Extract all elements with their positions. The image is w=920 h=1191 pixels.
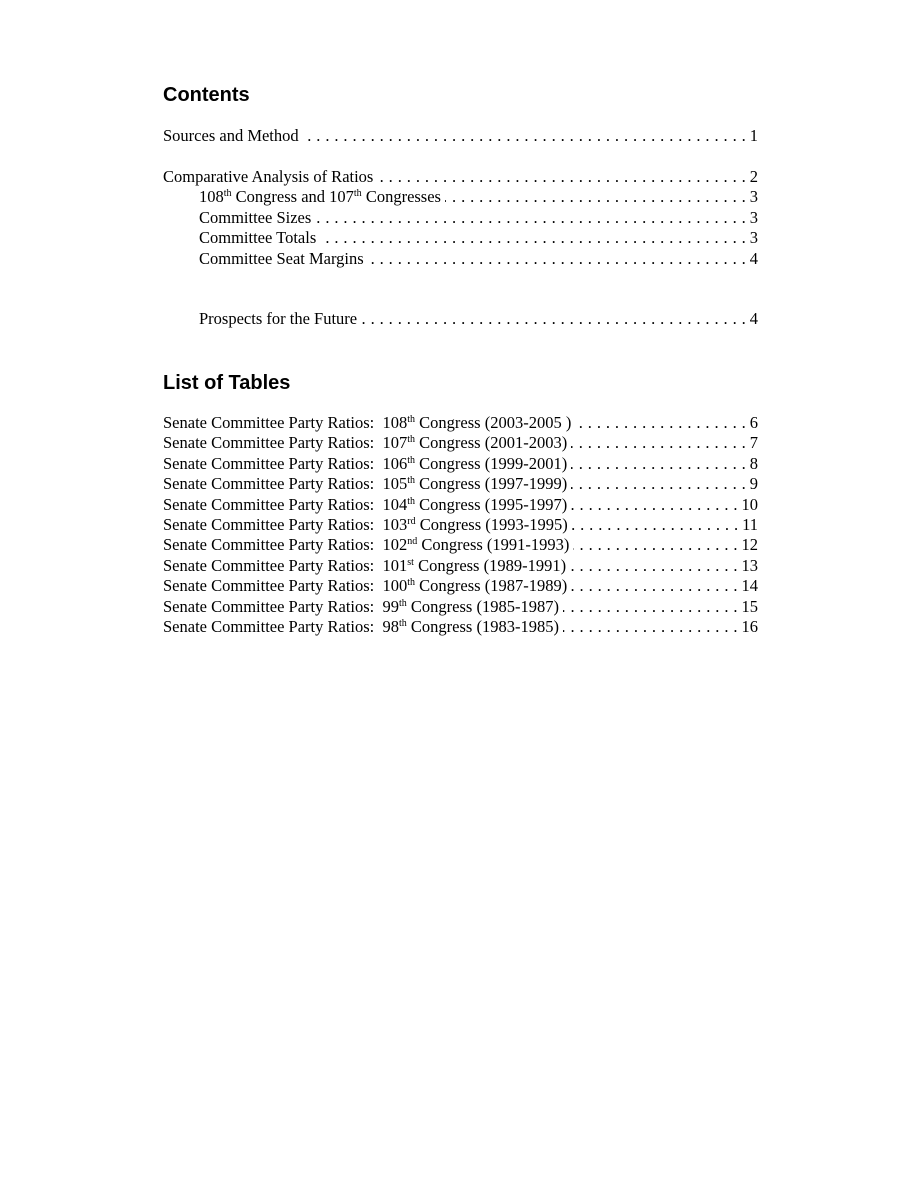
toc-entry-page: 3	[749, 228, 758, 248]
table-entry-label: Senate Committee Party Ratios: 99th Congress (1985-1987)	[163, 596, 559, 616]
contents-list-future	[163, 309, 758, 329]
toc-entry-page: 2	[749, 167, 758, 186]
table-entry-label: Senate Committee Party Ratios: 103rd Congress (1993-1995)	[163, 514, 568, 534]
dot-leader	[571, 495, 737, 515]
dot-leader	[315, 208, 745, 228]
table-entry-label: Senate Committee Party Ratios: 104th Congress (1995-1997)	[163, 494, 568, 514]
toc-entry-committee-totals[interactable]	[163, 228, 758, 248]
table-entry-page: 16	[741, 616, 758, 636]
dot-leader	[377, 167, 745, 187]
dot-leader	[575, 413, 745, 433]
table-list-item[interactable]	[163, 556, 758, 576]
toc-entry-sources-and-method[interactable]	[163, 126, 758, 146]
dot-leader	[563, 617, 738, 637]
dot-leader	[445, 187, 746, 207]
table-entry-page: 14	[741, 576, 758, 596]
list-of-tables	[163, 413, 758, 637]
dot-leader	[368, 249, 746, 269]
dot-leader	[571, 454, 746, 474]
table-list-item[interactable]	[163, 495, 758, 515]
table-entry-page: 15	[741, 596, 758, 616]
toc-entry-comparative-analysis[interactable]	[163, 167, 758, 187]
dot-leader	[303, 126, 746, 146]
dot-leader	[563, 597, 738, 617]
table-entry-page: 13	[741, 555, 758, 575]
table-entry-label: Senate Committee Party Ratios: 105th Congress (1997-1999)	[163, 474, 568, 494]
table-entry-label: Senate Committee Party Ratios: 106th Congress (1999-2001)	[163, 453, 568, 473]
table-list-item[interactable]	[163, 413, 758, 433]
toc-entry-label: Sources and Method	[163, 126, 299, 145]
toc-entry-label: Committee Totals	[199, 228, 317, 248]
toc-entry-page: 3	[749, 207, 758, 227]
table-list-item[interactable]	[163, 454, 758, 474]
table-entry-page: 8	[749, 453, 758, 473]
dot-leader	[571, 433, 746, 453]
toc-entry-label: Prospects for the Future	[199, 309, 358, 328]
table-entry-page: 6	[749, 413, 758, 432]
table-entry-page: 9	[749, 474, 758, 494]
dot-leader	[573, 535, 737, 555]
toc-entry-label: Comparative Analysis of Ratios	[163, 167, 374, 186]
table-entry-page: 11	[742, 514, 758, 534]
dot-leader	[571, 474, 746, 494]
toc-entry-page: 4	[749, 248, 758, 268]
toc-entry-page: 1	[749, 126, 758, 145]
table-list-item[interactable]	[163, 597, 758, 617]
table-entry-page: 12	[741, 535, 758, 555]
dot-leader	[570, 556, 737, 576]
table-entry-page: 7	[749, 433, 758, 453]
table-list-item[interactable]	[163, 474, 758, 494]
contents-list-section	[163, 167, 758, 269]
toc-entry-committee-sizes[interactable]	[163, 208, 758, 228]
dot-leader	[361, 309, 746, 329]
toc-entry-label: Committee Seat Margins	[199, 248, 364, 268]
toc-entry-page: 3	[749, 187, 758, 207]
toc-entry-prospects-for-the-future[interactable]	[163, 309, 758, 329]
table-entry-label: Senate Committee Party Ratios: 98th Congress (1983-1985)	[163, 616, 559, 636]
dot-leader	[320, 228, 746, 248]
toc-entry-label: Committee Sizes	[199, 207, 312, 227]
list-of-tables-heading: List of Tables	[163, 372, 291, 394]
table-entry-label: Senate Committee Party Ratios: 100th Congress (1987-1989)	[163, 576, 568, 596]
table-entry-label: Senate Committee Party Ratios: 101st Congress (1989-1991)	[163, 555, 567, 575]
table-list-item[interactable]	[163, 535, 758, 555]
contents-list	[163, 126, 758, 146]
table-entry-label: Senate Committee Party Ratios: 108th Congress (2003-2005 )	[163, 413, 572, 432]
table-list-item[interactable]	[163, 433, 758, 453]
table-entry-label: Senate Committee Party Ratios: 107th Congress (2001-2003)	[163, 433, 568, 453]
dot-leader	[571, 576, 737, 596]
toc-entry-108th-and-107th[interactable]	[163, 187, 758, 207]
table-entry-page: 10	[741, 494, 758, 514]
table-list-item[interactable]	[163, 576, 758, 596]
table-list-item[interactable]	[163, 515, 758, 535]
contents-heading: Contents	[163, 84, 250, 106]
toc-entry-label: 108th Congress and 107th Congresses	[199, 187, 441, 207]
toc-entry-page: 4	[749, 309, 758, 328]
toc-entry-committee-seat-margins[interactable]	[163, 249, 758, 269]
table-list-item[interactable]	[163, 617, 758, 637]
table-entry-label: Senate Committee Party Ratios: 102nd Congress (1991-1993)	[163, 535, 570, 555]
dot-leader	[572, 515, 738, 535]
